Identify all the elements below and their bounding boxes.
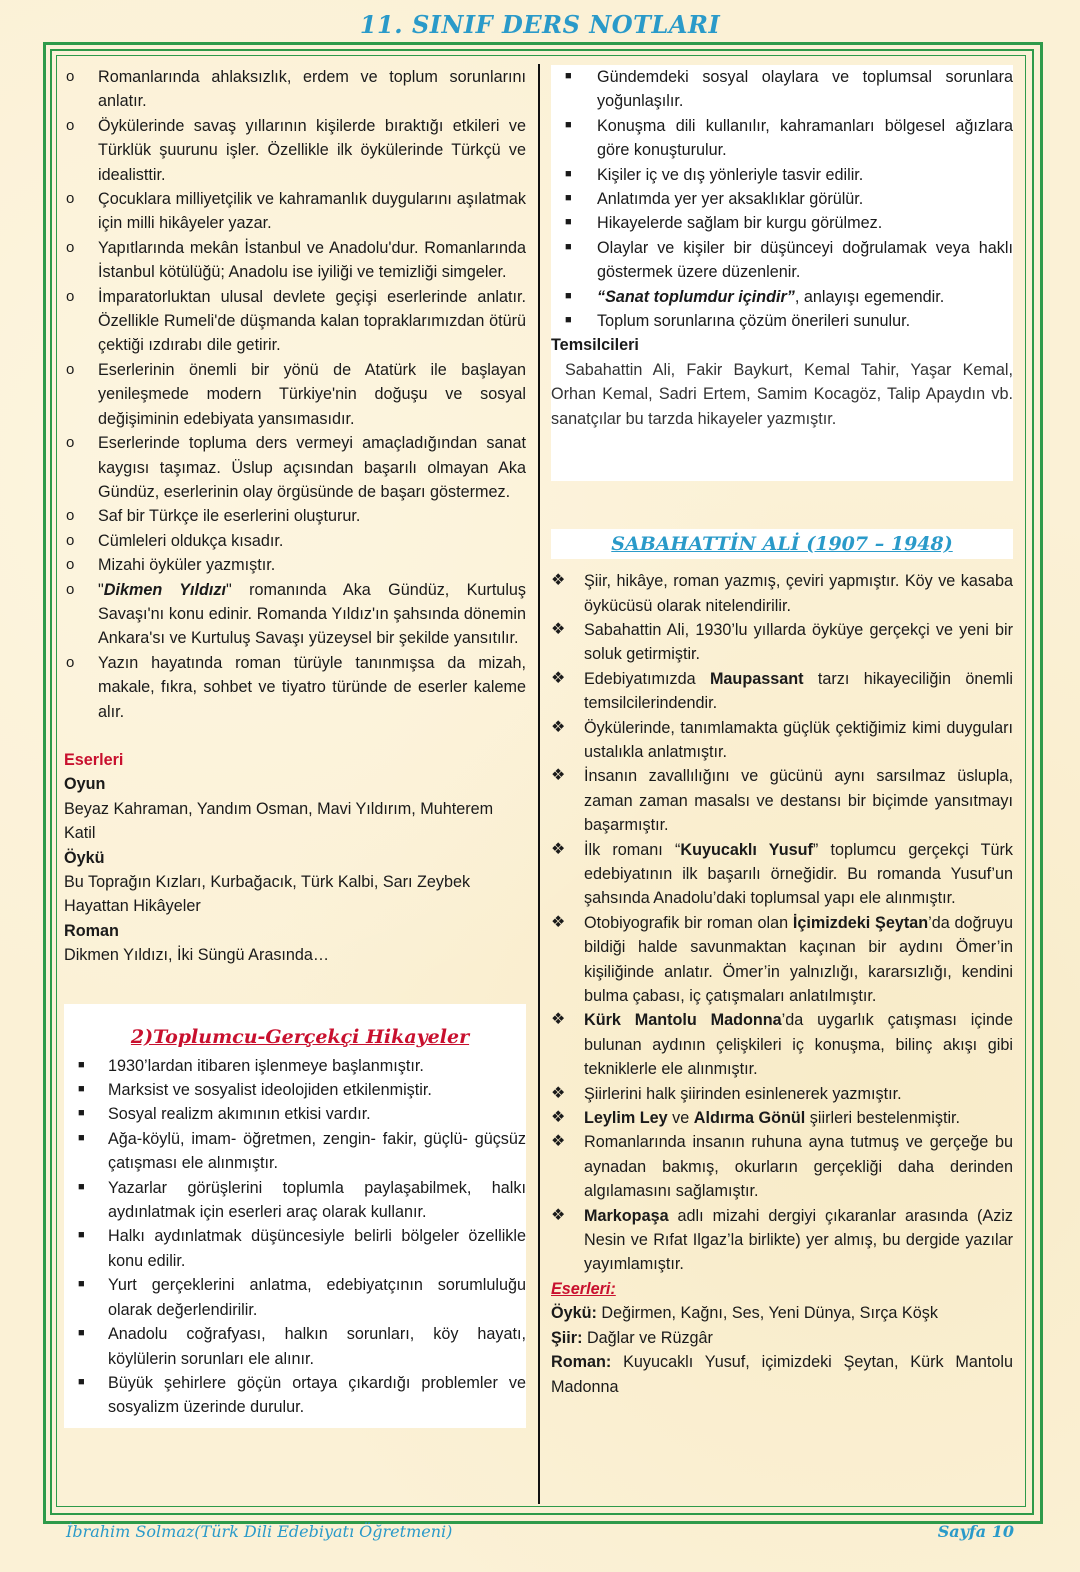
circle-bullet-icon: o [66,507,75,525]
works-heading: Eserleri [64,750,124,769]
left-column [64,65,526,1428]
list-item: ■ “Sanat toplumdur içindir”, anlayışı egemendir. [551,285,1013,309]
list-item: ❖ Öykülerinde, tanımlamakta güçlük çektiğimiz kimi duyguları ustalıkla anlatmıştır. [551,716,1013,765]
list-item: ❖ Şiirlerini halk şiirinden esinlenerek yazmıştır. [551,1082,1013,1106]
list-item: o Yazın hayatında roman türüyle tanınmışsa da mizah, makale, fıkra, sohbet ve tiyatro türünde de eserler kaleme alır. [64,651,526,724]
list-item: ❖ Romanlarında insanın ruhuna ayna tutmuş ve gerçeğe bu aynadan bakmış, okurların gerçekliği daha derinden algılamasını sağlamıştır. [551,1130,1013,1203]
list-item: ■ Sosyal realizm akımının etkisi vardır. [74,1102,526,1126]
square-bullet-icon: ■ [78,1107,85,1120]
list-item: ❖ Sabahattin Ali, 1930’lu yıllarda öyküye gerçekçi ve yeni bir soluk getirmiştir. [551,618,1013,667]
list-item: ■ Kişiler iç ve dış yönleriyle tasvir edilir. [551,163,1013,187]
roman-line: Roman: Kuyucaklı Yusuf, içimizdeki Şeytan, Kürk Mantolu Madonna [551,1353,1013,1396]
list-item: ■ Halkı aydınlatmak düşüncesiyle belirli bölgeler özellikle konu edilir. [74,1224,526,1273]
list-item: o Yapıtlarında mekân İstanbul ve Anadolu'dur. Romanlarında İstanbul kötülüğü; Anadolu ise iyiliği ve temizliği simgeler. [64,236,526,285]
list-item: ❖ Edebiyatımızda Maupassant tarzı hikayeciliğin önemli temsilcilerindendir. [551,667,1013,716]
square-bullet-icon: ■ [78,1327,85,1340]
circle-bullet-icon: o [66,653,75,671]
dikmen-yildizi-title: Dikmen Yıldızı [103,580,227,599]
list-item: ■ Anadolu coğrafyası, halkın sorunları, köy hayatı, köylülerin sorunları ele alınır. [74,1322,526,1371]
square-bullet-icon: ■ [78,1180,85,1193]
diamond-bullet-icon: ❖ [551,572,566,590]
temsilciler-text: Sabahattin Ali, Fakir Baykurt, Kemal Tahir, Yaşar Kemal, Orhan Kemal, Sadri Ertem, Samim Kocagöz, Talip Apaydın vb. sanatçılar bu tarzda hikayeler yazmıştır. [551,360,1013,428]
list-item: ■ Yurt gerçeklerini anlatma, edebiyatçının sorumluluğu olarak değerlendirilir. [74,1273,526,1322]
square-bullet-icon: ■ [565,192,572,205]
list-item: ■ Olaylar ve kişiler bir düşünceyi doğrulamak veya haklı göstermek üzere düzenlenir. [551,236,1013,285]
toplumcu-gercekci-continued [551,65,1013,481]
list-item: ❖ Markopaşa adlı mizahi dergiyi çıkaranlar arasında (Aziz Nesin ve Rıfat Ilgaz’la birlikte) yer almış, bu dergide yazılar yayımlamıştır. [551,1204,1013,1277]
list-item: o Cümleleri oldukça kısadır. [64,529,526,553]
diamond-bullet-icon: ❖ [551,1206,566,1224]
circle-bullet-icon: o [66,556,75,574]
circle-bullet-icon: o [66,360,75,378]
diamond-bullet-icon: ❖ [551,840,566,858]
diamond-bullet-icon: ❖ [551,718,566,736]
list-item: ■ Hikayelerde sağlam bir kurgu görülmez. [551,211,1013,235]
list-item: ❖ Otobiyografik bir roman olan İçimizdeki Şeytan’da doğruyu bildiği halde savunmaktan kaçınan bir aydını Ömer’in kişiliğinde anlatır. Ömer’in yalnızlığı, kararsızlığı, kendini bulma çabası, iç çatışmaları anlatılmıştır. [551,911,1013,1009]
list-item: o Eserlerinde topluma ders vermeyi amaçladığından sanat kaygısı taşımaz. Üslup açısından başarılı olmayan Aka Gündüz, eserlerinin olay örgüsünde de başarı göstermez. [64,431,526,504]
right-column [551,65,1013,1399]
list-item: o Mizahi öyküler yazmıştır. [64,553,526,577]
roman-label: Roman [64,921,119,940]
circle-bullet-icon: o [66,68,75,85]
list-item: ❖ Kürk Mantolu Madonna’da uygarlık çatışması içinde bulunan aydının çelişkileri iç konuşma, bilinç akışı gibi tekniklerle ele alınmıştır. [551,1008,1013,1081]
diamond-bullet-icon: ❖ [551,1133,566,1151]
footer-author: İbrahim Solmaz(Türk Dili Edebiyatı Öğretmeni) [66,1522,453,1541]
square-bullet-icon: ■ [78,1229,85,1242]
diamond-bullet-icon: ❖ [551,1109,566,1127]
oyun-list: Beyaz Kahraman, Yandım Osman, Mavi Yıldırım, Muhterem Katil [64,799,494,843]
diamond-bullet-icon: ❖ [551,620,566,638]
diamond-bullet-icon: ❖ [551,1084,566,1102]
circle-bullet-icon: o [66,287,75,305]
list-item: ■ Marksist ve sosyalist ideolojiden etkilenmiştir. [74,1078,526,1102]
diamond-bullet-icon: ❖ [551,913,566,931]
diamond-bullet-icon: ❖ [551,669,566,687]
section-title: 2)Toplumcu-Gerçekçi Hikayeler [130,1025,470,1048]
list-item: ❖ İlk romanı “Kuyucaklı Yusuf” toplumcu gerçekçi Türk edebiyatının ilk başarılı örneğidir. Bu romanda Yusuf’un şahsında Anadolu’daki toplumsal yapı ele alınmıştır. [551,838,1013,911]
temsilciler-label: Temsilcileri [551,336,639,355]
square-bullet-icon: ■ [565,167,572,180]
square-bullet-icon: ■ [565,289,572,302]
list-item: ❖ İnsanın zavallılığını ve gücünü aynı sarsılmaz üslupla, zaman zaman masalsı ve destansı bir biçimde yansıtmayı başarmıştır. [551,764,1013,837]
square-bullet-icon: ■ [78,1083,85,1096]
square-bullet-icon: ■ [78,1131,85,1144]
square-bullet-icon: ■ [78,1278,85,1291]
square-bullet-icon: ■ [78,1058,85,1071]
toplumcu-gercekci-section [64,1004,526,1428]
circle-bullet-icon: o [66,580,75,598]
list-item: ■ Büyük şehirlere göçün ortaya çıkardığı problemler ve sosyalizm üzerinde durulur. [74,1371,526,1420]
aka-gunduz-works [64,748,526,968]
oyku-label: Öykü [64,848,105,867]
sabahattin-ali-works [551,1277,1013,1399]
list-item: ■ Konuşma dili kullanılır, kahramanları bölgesel ağızlara göre konuşturulur. [551,114,1013,163]
column-divider [538,64,540,1504]
list-item: ❖ Şiir, hikâye, roman yazmış, çeviri yapmıştır. Köy ve kasaba öykücüsü olarak nitelendirilir. [551,569,1013,618]
list-item: ■ Gündemdeki sosyal olaylara ve toplumsal sorunlara yoğunlaşılır. [551,65,1013,114]
square-bullet-icon: ■ [565,314,572,327]
diamond-bullet-icon: ❖ [551,1011,566,1029]
list-item: o Eserlerinin önemli bir yönü de Atatürk ile başlayan yenileşmede modern Türkiye'nin doğuşu ve sosyal değişiminin edebiyata yansımasıdır. [64,358,526,431]
circle-bullet-icon: o [66,238,75,256]
oyku-line: Öykü: Değirmen, Kağnı, Ses, Yeni Dünya, Sırça Köşk [551,1304,938,1323]
square-bullet-icon: ■ [565,70,572,82]
oyku-list: Bu Toprağın Kızları, Kurbağacık, Türk Kalbi, Sarı Zeybek Hayattan Hikâyeler [64,873,471,916]
siir-line: Şiir: Dağlar ve Rüzgâr [551,1328,713,1347]
circle-bullet-icon: o [66,531,75,549]
list-item: o Çocuklara milliyetçilik ve kahramanlık duygularını aşılatmak için milli hikâyeler yazar. [64,187,526,236]
circle-bullet-icon: o [66,434,75,452]
list-item: ■ Ağa-köylü, imam- öğretmen, zengin- fakir, güçlü- güçsüz çatışması ele alınmıştır. [74,1127,526,1176]
list-item: o Öykülerinde savaş yıllarının kişilerde bıraktığı etkileri ve Türklük şuurunu işler. Özellikle ilk öykülerinde Türkçü ve idealisttir. [64,114,526,187]
list-item: ❖ Leylim Ley ve Aldırma Gönül şiirleri bestelenmiştir. [551,1106,1013,1130]
sabahattin-ali-list [551,569,1013,1277]
list-item: ■ Anlatımda yer yer aksaklıklar görülür. [551,187,1013,211]
list-item: o Saf bir Türkçe ile eserlerini oluşturur. [64,504,526,528]
works-heading: Eserleri: [551,1279,616,1298]
sabahattin-ali-title: SABAHATTİN ALİ (1907 – 1948) [551,529,1013,559]
square-bullet-icon: ■ [565,240,572,253]
square-bullet-icon: ■ [565,216,572,229]
oyun-label: Oyun [64,775,106,794]
list-item: ■ 1930’lardan itibaren işlenmeye başlanmıştır. [74,1054,526,1078]
aka-gunduz-features-list [64,65,526,724]
list-item: ■ Toplum sorunlarına çözüm önerileri sunulur. [551,309,1013,333]
roman-list: Dikmen Yıldızı, İki Süngü Arasında… [64,946,330,965]
footer-page-number: Sayfa 10 [937,1522,1014,1541]
list-item: ■ Yazarlar görüşlerini toplumla paylaşabilmek, halkı aydınlatmak için eserleri araç olarak kullanır. [74,1176,526,1225]
diamond-bullet-icon: ❖ [551,767,566,785]
list-item: o "Dikmen Yıldızı" romanında Aka Gündüz, Kurtuluş Savaşı'nı konu edinir. Romanda Yıldız'ın şahsında dönemin Ankara'sı ve Kurtuluş Savaşı yüzeysel bir şekilde yansıtılır. [64,578,526,651]
square-bullet-icon: ■ [565,118,572,131]
list-item: o İmparatorluktan ulusal devlete geçişi eserlerinde anlatır. Özellikle Rumeli'de düşmanda kalan topraklarımızdan ötürü çektiği ızdırabı dile getirir. [64,285,526,358]
sanat-toplumdur-quote: “Sanat toplumdur içindir” [597,287,795,306]
square-bullet-icon: ■ [78,1375,85,1388]
list-item: o Romanlarında ahlaksızlık, erdem ve toplum sorunlarını anlatır. [64,65,526,114]
page-header-title: 11. SINIF DERS NOTLARI [359,10,721,39]
circle-bullet-icon: o [66,116,75,134]
circle-bullet-icon: o [66,190,75,208]
